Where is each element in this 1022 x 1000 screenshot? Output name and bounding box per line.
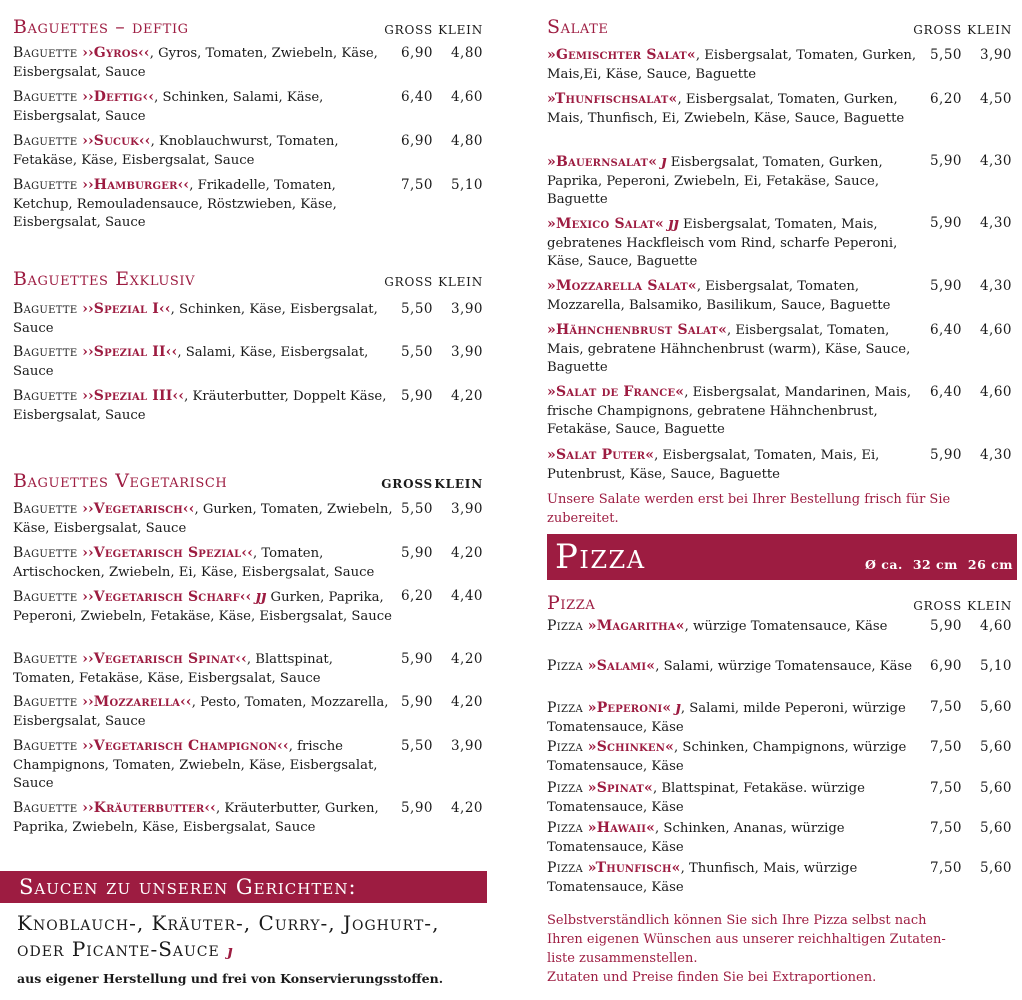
item-prefix: Baguette [13,738,83,754]
col-klein-label: KLEIN [967,23,1012,37]
price-gross: 6,20 [929,91,962,107]
sauce-list-line-1: Knoblauch-, Kräuter-, Curry-, Joghurt-, [17,911,440,935]
item-prefix: Baguette [13,177,83,193]
item-name: »Bauernsalat« [547,154,658,170]
price-klein: 5,60 [979,780,1012,796]
menu-item-text [547,321,927,378]
price-column-headers [377,21,483,40]
price-gross: 6,20 [400,588,433,604]
col-klein-label: KLEIN [434,477,483,491]
sauce-note: aus eigener Herstellung und frei von Konservierungsstoffen. [17,971,444,986]
item-name: ››Mozzarella‹‹ [82,694,192,710]
price-klein: 4,60 [979,618,1012,634]
item-name: ››Vegetarisch‹‹ [82,501,195,517]
salate-note: Unsere Salate werden erst bei Ihrer Bestellung frisch für Sie zubereitet. [547,492,951,526]
pizza-note-line-4: Zutaten und Preise finden Sie bei Extraportionen. [547,970,877,985]
menu-item-text [13,132,393,170]
price-gross: 7,50 [929,739,962,755]
pizza-size-gross: 32 cm [912,557,958,572]
item-name: ››Vegetarisch Spinat‹‹ [82,651,247,667]
chili-icon: ȷȷ [255,587,267,605]
item-description: , Eisbergsalat, Tomaten, Mozzarella, Balsamiko, Basilikum, Sauce, Baguette [547,279,891,313]
menu-item [13,176,483,233]
price-gross: 5,90 [929,447,962,463]
price-klein: 4,40 [450,588,483,604]
item-name: »Salat Puter« [547,447,655,463]
menu-item [13,650,483,688]
menu-item [547,152,1012,210]
pizza-note-line-2: Ihren eigenen Wünschen aus unserer reichhaltigen Zutaten- [547,932,946,947]
item-description: , Schinken, Käse, Eisbergsalat, Sauce [13,302,378,336]
menu-item-text [547,90,927,128]
menu-item-text [547,383,927,440]
item-name: »Magaritha« [587,618,685,634]
price-column-headers [377,273,483,292]
item-name: ››Spezial I‹‹ [82,301,171,317]
item-name: »Salat de France« [547,384,685,400]
item-description: , Eisbergsalat, Tomaten, Gurken, Mais, Thunfisch, Ei, Zwiebeln, Käse, Sauce, Baguette [547,92,905,126]
item-name: ››Sucuk‹‹ [82,133,151,149]
item-prefix: Baguette [13,589,83,605]
menu-item-text [13,44,393,82]
item-description: , Eisbergsalat, Tomaten, Mais, gebratene Hähnchenbrust (warm), Käse, Sauce, Baguette [547,323,911,375]
menu-item [547,321,1012,378]
item-prefix: Baguette [13,133,83,149]
menu-item [13,300,483,338]
price-klein: 4,20 [450,800,483,816]
col-gross-label: GROSS [913,23,962,37]
item-prefix: Pizza [547,700,588,716]
sauce-list [17,910,439,964]
pizza-size-labels [855,556,1013,575]
menu-item [13,799,483,837]
menu-item-text [13,343,393,381]
price-gross: 7,50 [929,860,962,876]
pizza-note [547,911,946,987]
price-gross: 5,50 [400,344,433,360]
col-gross-label: GROSS [913,599,962,613]
price-gross: 5,50 [400,501,433,517]
item-name: »Gemischter Salat« [547,47,696,63]
item-description: , Salami, milde Peperoni, würzige Tomatensauce, Käse [547,701,906,735]
item-description: , Salami, Käse, Eisbergsalat, Sauce [13,345,369,379]
menu-item-text [13,88,393,126]
item-description: , Schinken, Champignons, würzige Tomatensauce, Käse [547,740,907,774]
item-prefix: Baguette [13,651,83,667]
menu-item [13,132,483,170]
price-gross: 6,90 [400,133,433,149]
price-klein: 5,60 [979,860,1012,876]
price-klein: 4,20 [450,694,483,710]
price-gross: 6,90 [929,658,962,674]
menu-item [13,387,483,425]
pizza-note-line-1: Selbstverständlich können Sie sich Ihre Pizza selbst nach [547,913,927,928]
item-description: , frische Champignons, Tomaten, Zwiebeln, Käse, Eisbergsalat, Sauce [13,739,378,791]
menu-item [547,277,1012,315]
price-klein: 3,90 [450,301,483,317]
col-gross-label: GROSS [384,275,433,289]
col-klein-label: KLEIN [438,275,483,289]
price-klein: 4,60 [979,384,1012,400]
item-description: Eisbergsalat, Tomaten, Mais, gebratenes Hackfleisch vom Rind, scharfe Peperoni, Käse, Sauce, Baguette [547,217,898,269]
item-name: »Spinat« [587,780,653,796]
item-name: »Schinken« [587,739,675,755]
item-description: , Tomaten, Artischocken, Zwiebeln, Ei, Käse, Eisbergsalat, Sauce [13,546,375,580]
price-klein: 4,20 [450,651,483,667]
menu-item [13,587,483,626]
price-column-headers [906,21,1012,40]
item-prefix: Baguette [13,545,83,561]
menu-item-text [547,738,927,776]
pizza-size-klein: 26 cm [967,557,1013,572]
item-description: , Kräuterbutter, Gurken, Paprika, Zwiebeln, Käse, Eisbergsalat, Sauce [13,801,379,835]
item-description: , Thunfisch, Mais, würzige Tomatensauce, Käse [547,861,858,895]
item-prefix: Pizza [547,780,588,796]
price-klein: 3,90 [450,344,483,360]
item-prefix: Baguette [13,388,83,404]
price-gross: 5,90 [400,651,433,667]
price-klein: 4,20 [450,388,483,404]
section-header-pizza [547,592,1012,616]
item-description: , Eisbergsalat, Tomaten, Gurken, Mais,Ei, Käse, Sauce, Baguette [547,48,917,82]
item-name: ››Gyros‹‹ [82,45,150,61]
item-prefix: Baguette [13,501,83,517]
price-gross: 7,50 [929,820,962,836]
col-klein-label: KLEIN [967,599,1012,613]
price-klein: 5,60 [979,699,1012,715]
item-description: , Schinken, Salami, Käse, Eisbergsalat, Sauce [13,90,324,124]
menu-item-text [547,698,927,737]
item-description: , Frikadelle, Tomaten, Ketchup, Remouladensauce, Röstzwieben, Käse, Eisbergsalat, Sauce [13,178,337,230]
price-klein: 4,30 [979,447,1012,463]
menu-item-text [13,176,393,233]
menu-item [13,737,483,794]
menu-item [547,819,1012,857]
menu-item-text [547,657,927,677]
item-description: , Eisbergsalat, Tomaten, Mais, Ei, Putenbrust, Käse, Sauce, Baguette [547,448,880,482]
menu-item [13,44,483,82]
col-gross-label: GROSS [381,477,433,491]
item-name: ››Vegetarisch Scharf‹‹ [82,589,252,605]
sauce-list-line-2-text: oder Picante-Sauce [17,937,220,961]
section-header-baguettes-vegetarisch [13,470,483,494]
price-gross: 5,90 [400,800,433,816]
price-gross: 6,90 [400,45,433,61]
item-name: ››Kräuterbutter‹‹ [82,800,216,816]
price-klein: 5,10 [450,177,483,193]
price-gross: 6,40 [929,384,962,400]
menu-item-text [547,617,927,637]
item-prefix: Pizza [547,739,588,755]
item-prefix: Pizza [547,860,588,876]
item-name: ››Vegetarisch Spezial‹‹ [82,545,254,561]
menu-item-text [547,819,927,857]
item-name: ››Hamburger‹‹ [82,177,190,193]
item-name: »Peperoni« [587,700,672,716]
item-prefix: Baguette [13,89,83,105]
item-name: ››Spezial III‹‹ [82,388,185,404]
menu-item [547,698,1012,737]
menu-item [547,214,1012,272]
menu-item [547,738,1012,776]
menu-item-text [547,214,927,272]
item-prefix: Baguette [13,301,83,317]
price-klein: 3,90 [450,738,483,754]
item-name: »Hawaii« [587,820,656,836]
price-klein: 4,50 [979,91,1012,107]
menu-item [547,779,1012,817]
menu-item [547,46,1012,84]
price-klein: 3,90 [979,47,1012,63]
chili-icon: ȷ [675,698,681,716]
menu-item-text [13,799,393,837]
saucen-banner-title: Saucen zu unseren Gerichten: [19,875,357,899]
chili-icon: ȷȷ [667,214,679,232]
item-name: »Mozzarella Salat« [547,278,697,294]
menu-item-text [13,544,393,582]
menu-item [13,544,483,582]
price-klein: 5,60 [979,739,1012,755]
menu-item [13,88,483,126]
price-gross: 6,40 [400,89,433,105]
price-klein: 4,30 [979,153,1012,169]
item-name: »Thunfisch« [587,860,681,876]
item-name: ››Deftig‹‹ [82,89,155,105]
price-klein: 3,90 [450,501,483,517]
item-description: , Eisbergsalat, Mandarinen, Mais, frische Champignons, gebratene Hähnchenbrust, Fetakäse, Sauce, Baguette [547,385,912,437]
sauce-list-line-2 [17,936,439,964]
section-title: Baguettes – deftig [13,16,189,38]
menu-item-text [13,737,393,794]
price-gross: 5,90 [400,388,433,404]
item-name: ››Vegetarisch Champignon‹‹ [82,738,289,754]
price-gross: 7,50 [929,780,962,796]
menu-item-text [13,693,393,731]
price-klein: 4,60 [979,322,1012,338]
item-description: , Schinken, Ananas, würzige Tomatensauce, Käse [547,821,845,855]
section-header-baguettes-deftig [13,16,483,40]
pizza-banner [547,534,1017,580]
price-klein: 4,80 [450,133,483,149]
price-gross: 5,50 [400,301,433,317]
item-prefix: Pizza [547,618,588,634]
item-prefix: Baguette [13,800,83,816]
item-description: Eisbergsalat, Tomaten, Gurken, Paprika, Peperoni, Zwiebeln, Ei, Fetakäse, Sauce, Baguette [547,155,883,207]
price-klein: 5,10 [979,658,1012,674]
section-title: Baguettes Exklusiv [13,268,196,290]
item-name: »Salami« [587,658,656,674]
menu-item-text [547,446,927,484]
price-gross: 5,90 [929,153,962,169]
item-description: , Pesto, Tomaten, Mozzarella, Eisbergsalat, Sauce [13,695,389,729]
item-name: »Mexico Salat« [547,216,664,232]
menu-item-text [547,277,927,315]
menu-item-text [13,500,393,538]
price-klein: 5,60 [979,820,1012,836]
menu-item [547,446,1012,484]
item-prefix: Pizza [547,820,588,836]
price-column-headers [906,597,1012,616]
menu-item [547,383,1012,440]
price-column-headers [377,475,483,494]
item-description: , Gyros, Tomaten, Zwiebeln, Käse, Eisbergsalat, Sauce [13,46,378,80]
menu-item [547,859,1012,897]
item-description: Gurken, Paprika, Peperoni, Zwiebeln, Fetakäse, Käse, Eisbergsalat, Sauce [13,590,392,624]
menu-item [547,617,1012,637]
price-gross: 7,50 [400,177,433,193]
col-gross-label: GROSS [384,23,433,37]
section-header-salate [547,16,1012,40]
menu-item-text [547,779,927,817]
item-prefix: Baguette [13,45,83,61]
item-prefix: Pizza [547,658,588,674]
price-gross: 5,90 [929,215,962,231]
price-klein: 4,30 [979,278,1012,294]
item-prefix: Baguette [13,344,83,360]
section-title: Pizza [547,592,596,614]
section-title: Baguettes Vegetarisch [13,470,228,492]
item-name: ››Spezial II‹‹ [82,344,178,360]
chili-icon: ȷ [661,152,667,170]
chili-icon: ȷ [227,942,234,960]
col-klein-label: KLEIN [438,23,483,37]
price-gross: 5,90 [400,545,433,561]
pizza-banner-title: Pizza [555,537,646,577]
section-header-baguettes-exklusiv [13,268,483,292]
price-gross: 5,90 [929,618,962,634]
price-gross: 6,40 [929,322,962,338]
menu-item-text [13,587,393,626]
item-name: »Hähnchenbrust Salat« [547,322,728,338]
menu-item [13,693,483,731]
price-gross: 5,90 [929,278,962,294]
item-description: , Salami, würzige Tomatensauce, Käse [655,659,913,674]
menu-item-text [547,46,927,84]
menu-item-text [13,387,393,425]
saucen-banner [0,871,487,903]
item-description: , Gurken, Tomaten, Zwiebeln, Käse, Eisbergsalat, Sauce [13,502,393,536]
menu-item-text [547,859,927,897]
section-title: Salate [547,16,609,38]
item-description: , Knoblauchwurst, Tomaten, Fetakäse, Käse, Eisbergsalat, Sauce [13,134,339,168]
item-prefix: Baguette [13,694,83,710]
price-klein: 4,20 [450,545,483,561]
price-gross: 5,50 [400,738,433,754]
price-klein: 4,60 [450,89,483,105]
menu-item-text [547,152,927,210]
menu-item [547,657,1012,677]
pizza-note-line-3: liste zusammenstellen. [547,951,698,966]
menu-item [13,343,483,381]
price-gross: 5,90 [400,694,433,710]
price-klein: 4,80 [450,45,483,61]
item-description: , Blattspinat, Tomaten, Fetakäse, Käse, Eisbergsalat, Sauce [13,652,333,686]
item-description: , Kräuterbutter, Doppelt Käse, Eisbergsalat, Sauce [13,389,387,423]
price-gross: 5,50 [929,47,962,63]
menu-item [547,90,1012,128]
item-description: , würzige Tomatensauce, Käse [684,619,888,634]
pizza-size-label: Ø ca. [865,557,903,572]
price-gross: 7,50 [929,699,962,715]
menu-item [13,500,483,538]
price-klein: 4,30 [979,215,1012,231]
menu-item-text [13,650,393,688]
menu-item-text [13,300,393,338]
item-description: , Blattspinat, Fetakäse. würzige Tomatensauce, Käse [547,781,865,815]
item-name: »Thunfischsalat« [547,91,678,107]
